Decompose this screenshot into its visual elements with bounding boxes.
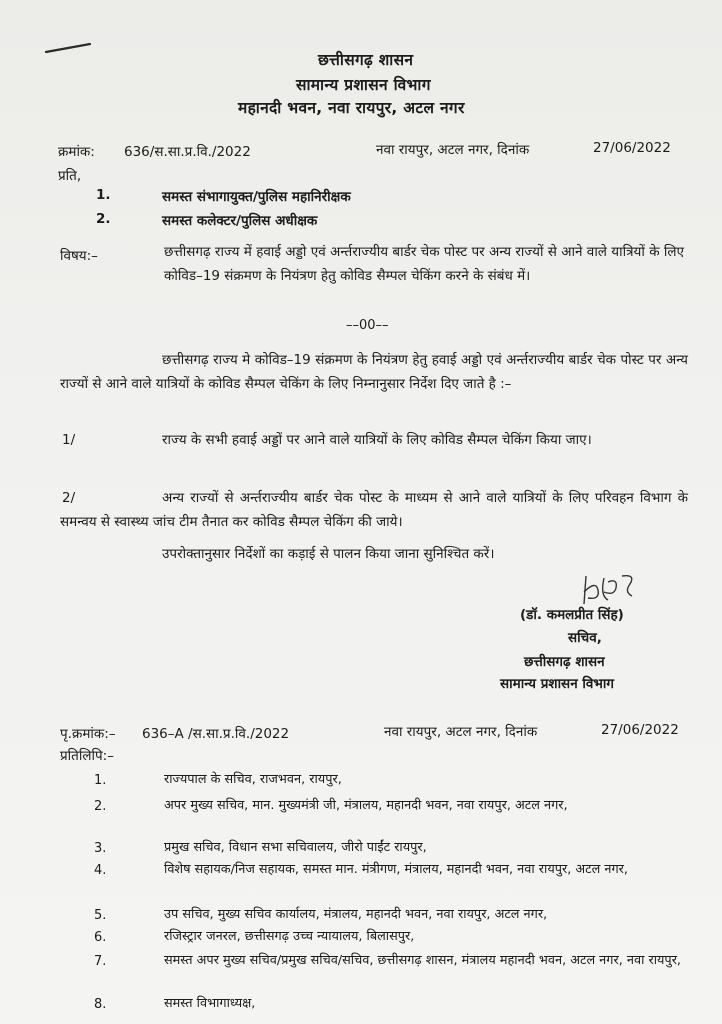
to-label: प्रति, xyxy=(58,168,82,184)
header-govt: छत्तीसगढ़ शासन xyxy=(318,51,414,69)
endorsement-place-date: नवा रायपुर, अटल नगर, दिनांक xyxy=(384,724,538,740)
copy-item-num: 3. xyxy=(94,841,107,856)
point-2-num: 2/ xyxy=(62,490,76,506)
order-ref-label: क्रमांक: xyxy=(58,144,95,160)
copy-item-text: प्रमुख सचिव, विधान सभा सचिवालय, जीरो पाईंट रायपुर, xyxy=(164,840,427,855)
copy-item-num: 8. xyxy=(94,997,107,1012)
copy-item-num: 5. xyxy=(94,908,107,923)
copy-item-text: समस्त विभागाध्यक्ष, xyxy=(164,996,256,1011)
separator: ––00–– xyxy=(346,318,389,333)
copy-item-num: 7. xyxy=(94,954,107,969)
signatory-govt: छत्तीसगढ़ शासन xyxy=(524,654,605,670)
closing-line: उपरोक्तानुसार निर्देशों का कड़ाई से पालन किया जाना सुनिश्चित करें। xyxy=(162,546,495,562)
copy-item-text: समस्त अपर मुख्य सचिव/प्रमुख सचिव/सचिव, छत्तीसगढ़ शासन, मंत्रालय महानदी भवन, अटल नगर, नवा रायपुर, xyxy=(164,953,682,968)
order-ref-number: 636/स.सा.प्र.वि./2022 xyxy=(124,144,251,160)
copy-item-num: 6. xyxy=(94,930,107,945)
recipient-text: समस्त कलेक्टर/पुलिस अधीक्षक xyxy=(162,213,318,229)
recipient-text: समस्त संभागायुक्त/पुलिस महानिरीक्षक xyxy=(162,189,351,205)
point-1-text: राज्य के सभी हवाई अड्डों पर आने वाले यात्रियों के लिए कोविड सैम्पल चेकिंग किया जाए। xyxy=(162,432,592,448)
copy-item-num: 1. xyxy=(94,773,107,788)
copy-item-text: उप सचिव, मुख्य सचिव कार्यालय, मंत्रालय, महानदी भवन, नवा रायपुर, अटल नगर, xyxy=(164,907,548,922)
pen-mark xyxy=(44,40,94,54)
recipient-num: 2. xyxy=(96,211,111,227)
copy-item-text: रजिस्ट्रार जनरल, छत्तीसगढ़ उच्च न्यायालय, बिलासपुर, xyxy=(164,929,415,944)
endorsement-ref-label: पृ.क्रमांक:– xyxy=(60,726,116,742)
header-address: महानदी भवन, नवा रायपुर, अटल नगर xyxy=(238,99,465,117)
copy-item-text: अपर मुख्य सचिव, मान. मुख्यमंत्री जी, मंत्रालय, महानदी भवन, नवा रायपुर, अटल नगर, xyxy=(164,798,568,813)
subject-text: छत्तीसगढ़ राज्य में हवाई अड्डो एवं अर्न्तराज्यीय बार्डर चेक पोस्ट पर अन्य राज्यों से आने वाले यात्रियों के लिए कोविड–19 संक्रमण के नियंत्रण हेतु कोविड सैम्पल चेकिंग करने के संबंध में। xyxy=(164,244,684,284)
copy-item-num: 4. xyxy=(94,863,107,878)
subject-label: विषय:– xyxy=(60,248,98,264)
endorsement-ref-number: 636–A /स.सा.प्र.वि./2022 xyxy=(142,726,290,742)
body-intro: छत्तीसगढ़ राज्य मे कोविड–19 संक्रमण के नियंत्रण हेतु हवाई अड्डो एवं अर्न्तराज्यीय बार्डर चेक पोस्ट पर अन्य राज्यों से आने वाले यात्रियों के कोविड सैम्पल चेकिंग के लिए निम्नानुसार निर्देश दिए जाते है :– xyxy=(60,352,688,392)
copy-label: प्रतिलिपि:– xyxy=(60,748,114,764)
signatory-name: (डॉ. कमलप्रीत सिंह) xyxy=(520,607,624,623)
signatory-dept: सामान्य प्रशासन विभाग xyxy=(500,676,614,692)
signatory-designation: सचिव, xyxy=(568,630,602,646)
recipient-num: 1. xyxy=(96,187,111,203)
copy-item-text: राज्यपाल के सचिव, राजभवन, रायपुर, xyxy=(164,772,342,787)
point-2-text: अन्य राज्यों से अर्न्तराज्यीय बार्डर चेक पोस्ट के माध्यम से आने वाले यात्रियों के लिए परिवहन विभाग के समन्वय से स्वास्थ्य जांच टीम तैनात कर कोविड सैम्पल चेकिंग की जाये। xyxy=(60,490,688,530)
copy-item-num: 2. xyxy=(94,799,107,814)
order-place-date: नवा रायपुर, अटल नगर, दिनांक xyxy=(376,142,530,158)
header-dept: सामान्य प्रशासन विभाग xyxy=(296,76,431,94)
copy-item-text: विशेष सहायक/निज सहायक, समस्त मान. मंत्रीगण, मंत्रालय, महानदी भवन, नवा रायपुर, अटल नगर, xyxy=(164,862,628,877)
order-date: 27/06/2022 xyxy=(593,140,671,156)
point-1-num: 1/ xyxy=(62,432,76,448)
endorsement-date: 27/06/2022 xyxy=(601,722,679,738)
